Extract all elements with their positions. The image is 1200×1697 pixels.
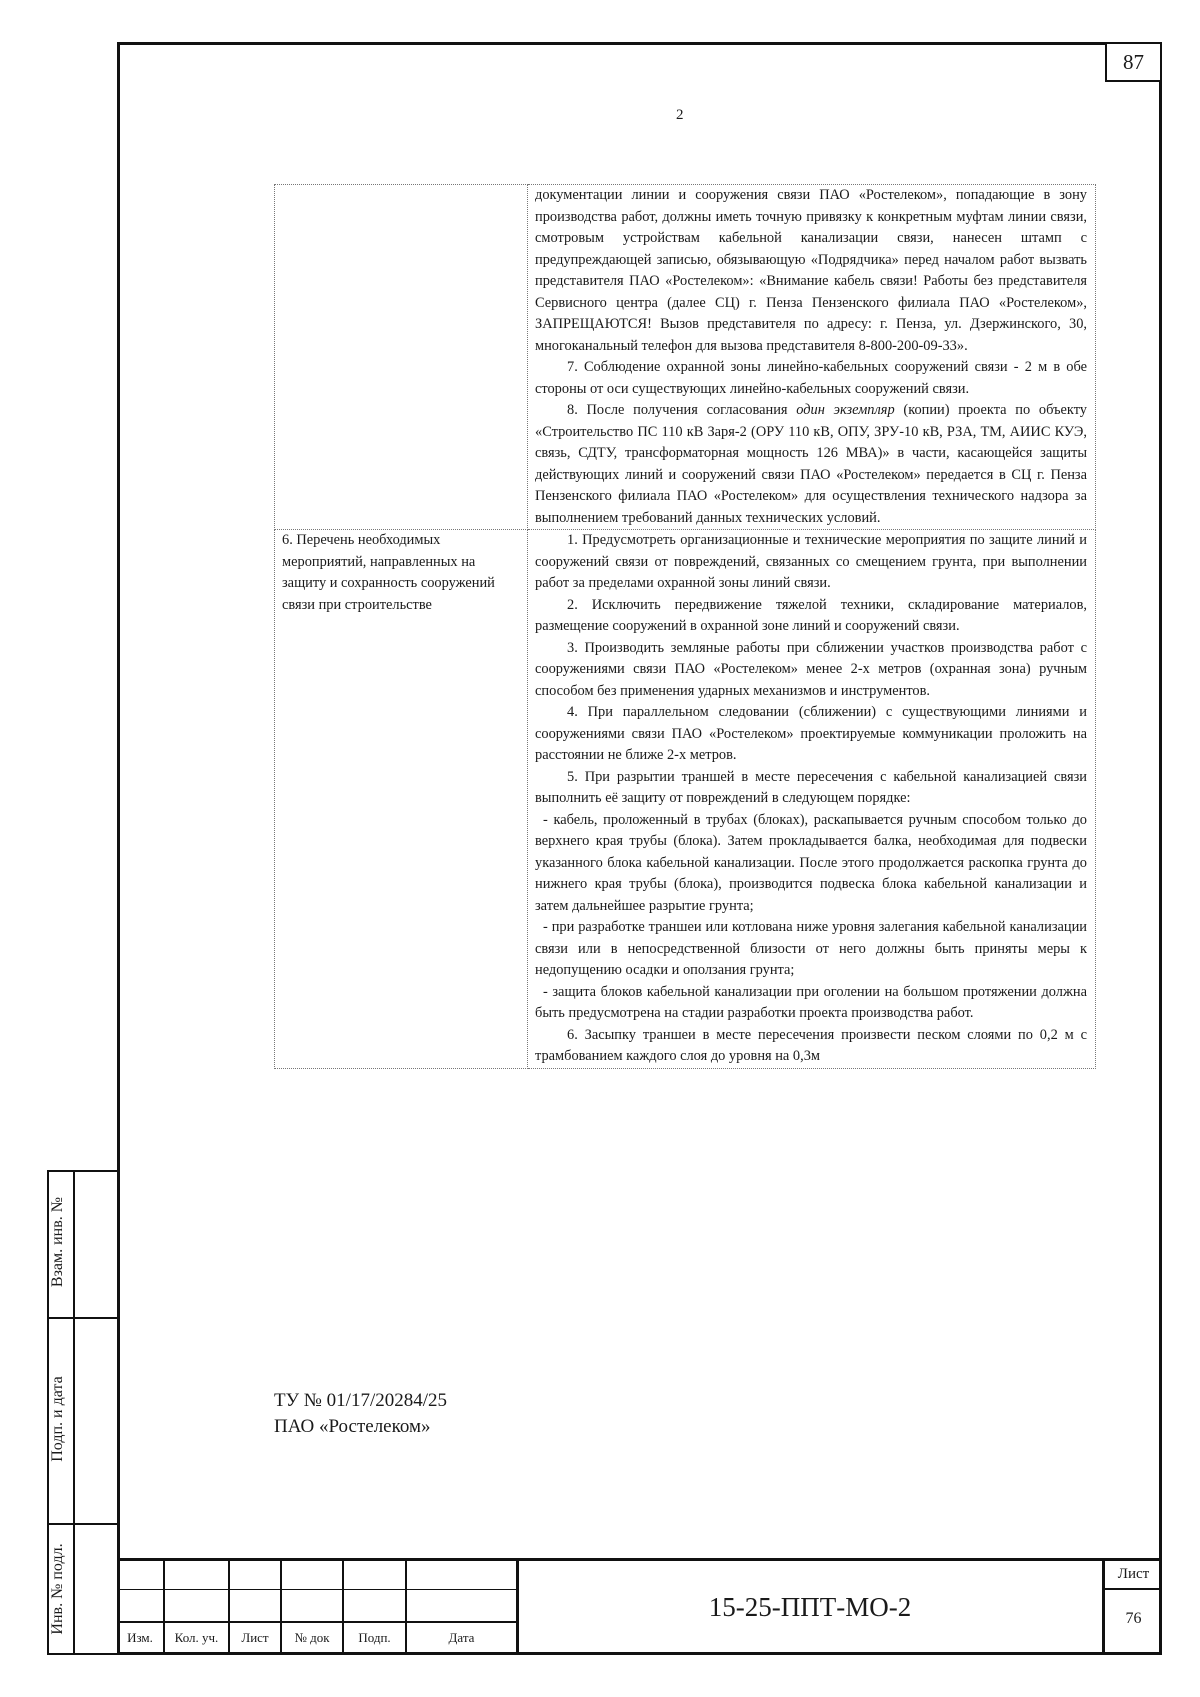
paragraph: 5. При разрытии траншей в месте пересечения с кабельной канализацией связи выполнить её защиту от повреждений в следующем порядке: [535,768,1087,806]
paragraph-8-start: 8. После получения согласования [567,402,797,418]
paragraph: 6. Засыпку траншеи в месте пересечения произвести песком слоями по 0,2 м с трамбованием каждого слоя до уровня на 0,3м [535,1026,1087,1064]
left-strip-divider [73,1170,75,1655]
paragraph: - при разработке траншеи или котлована ниже уровня залегания кабельной канализации связи или в непосредственной близости от него должны быть приняты меры к недопущению осадки и оползания грунта; [535,919,1087,978]
tu-reference [274,1388,447,1440]
row1-left-cell [275,185,528,530]
document-code: 15-25-ППТ-МО-2 [708,1592,912,1622]
paragraph: 1. Предусмотреть организационные и технические мероприятия по защите линий и сооружений связи от повреждений, связанных со смещением грунта, при выполнении работ за пределами охранной зоны линий связи. [535,532,1087,591]
inv-podl-label: Инв. № подл. [49,1543,66,1635]
stamp-kol-uch: Кол. уч. [174,1630,219,1645]
page-number: 2 [676,107,684,123]
left-strip-sep-2 [47,1523,119,1525]
table-row [275,185,1096,530]
requirements-table [274,184,1096,1069]
paragraph-8 [535,400,1087,529]
stamp-list-value: 76 [1125,1610,1142,1627]
stamp-list: Лист [241,1630,269,1645]
paragraph: - кабель, проложенный в трубах (блоках), раскапывается ручным способом только до верхнего края трубы (блока). Затем прокладывается балка, необходимая для подвески указанного блока кабельной канализации. После этого продолжается раскопка грунта до нижнего края трубы (блока), производится подвеска блока кабельной канализации и затем дальнейшее разрытие грунта; [535,811,1087,914]
left-strip-sep-1 [47,1317,119,1319]
table-row [275,530,1096,1069]
tu-organization: ПАО «Ростелеком» [274,1416,431,1437]
vzam-inv-label: Взам. инв. № [49,1196,66,1288]
stamp-n-dok: № док [294,1630,330,1645]
paragraph: 3. Производить земляные работы при сближении участков производства работ с сооружениями связи ПАО «Ростелеком» менее 2-х метров (охранная зона) ручным способом без применения ударных механизмов и инструментов. [535,639,1087,699]
paragraph-8-end: (копии) проекта по объекту «Строительство ПС 110 кВ Заря-2 (ОРУ 110 кВ, ОПУ, ЗРУ-10 кВ, РЗА, ТМ, АИИС КУЭ, связь, СДТУ, трансформаторная мощность 126 МВА)» в части, касающейся защиты действующих линий и сооружений связи ПАО «Ростелеком» передается в СЦ г. Пенза Пензенского филиала ПАО «Ростелеком» для осуществления технического надзора за выполнением требований данных технических условий. [535,402,1088,526]
podp-data-label: Подп. и дата [49,1376,66,1462]
stamp-list-label: Лист [1117,1566,1150,1582]
stamp-data: Дата [448,1630,475,1645]
row2-right-cell [528,530,1096,1069]
paragraph: 7. Соблюдение охранной зоны линейно-кабельных сооружений связи - 2 м в обе стороны от оси существующих линейно-кабельных сооружений связи. [535,359,1087,397]
tu-number: ТУ № 01/17/20284/25 [274,1390,448,1411]
stamp-podp: Подп. [358,1630,391,1645]
paragraph: 4. При параллельном следовании (сближении) с существующими линиями и сооружениями связи ПАО «Ростелеком» проектируемые коммуникации проложить на расстоянии не ближе 2-х метров. [535,704,1087,763]
paragraph: документации линии и сооружения связи ПАО «Ростелеком», попадающие в зону производства работ, должны иметь точную привязку к конкретным муфтам линии связи, смотровым устройствам кабельной канализации связи, нанесен штамп с предупреждающей записью, обязывающую «Подрядчика» перед началом работ вызвать представителя ПАО «Ростелеком»: «Внимание кабель связи! Работы без представителя Сервисного центра (далее СЦ) г. Пенза Пензенского филиала ПАО «Ростелеком», ЗАПРЕЩАЮТСЯ! Вызов представителя по адресу: г. Пенза, ул. Дзержинского, 30, многоканальный телефон для вызова представителя 8-800-200-09-33». [535,187,1087,354]
row1-right-cell [528,185,1096,530]
paragraph: - защита блоков кабельной канализации при оголении на большом протяжении должна быть предусмотрена на стадии разработки проекта производства работ. [535,983,1087,1021]
row2-left-cell: 6. Перечень необходимых мероприятий, направленных на защиту и сохранность сооружений связи при строительстве [275,530,528,1069]
paragraph-8-italic: один экземпляр [796,402,895,418]
sheet-number: 87 [1105,42,1162,82]
paragraph: 2. Исключить передвижение тяжелой техники, складирование материалов, размещение сооружений в охранной зоне линий и сооружений связи. [535,596,1087,634]
stamp-izm: Изм. [127,1630,153,1645]
